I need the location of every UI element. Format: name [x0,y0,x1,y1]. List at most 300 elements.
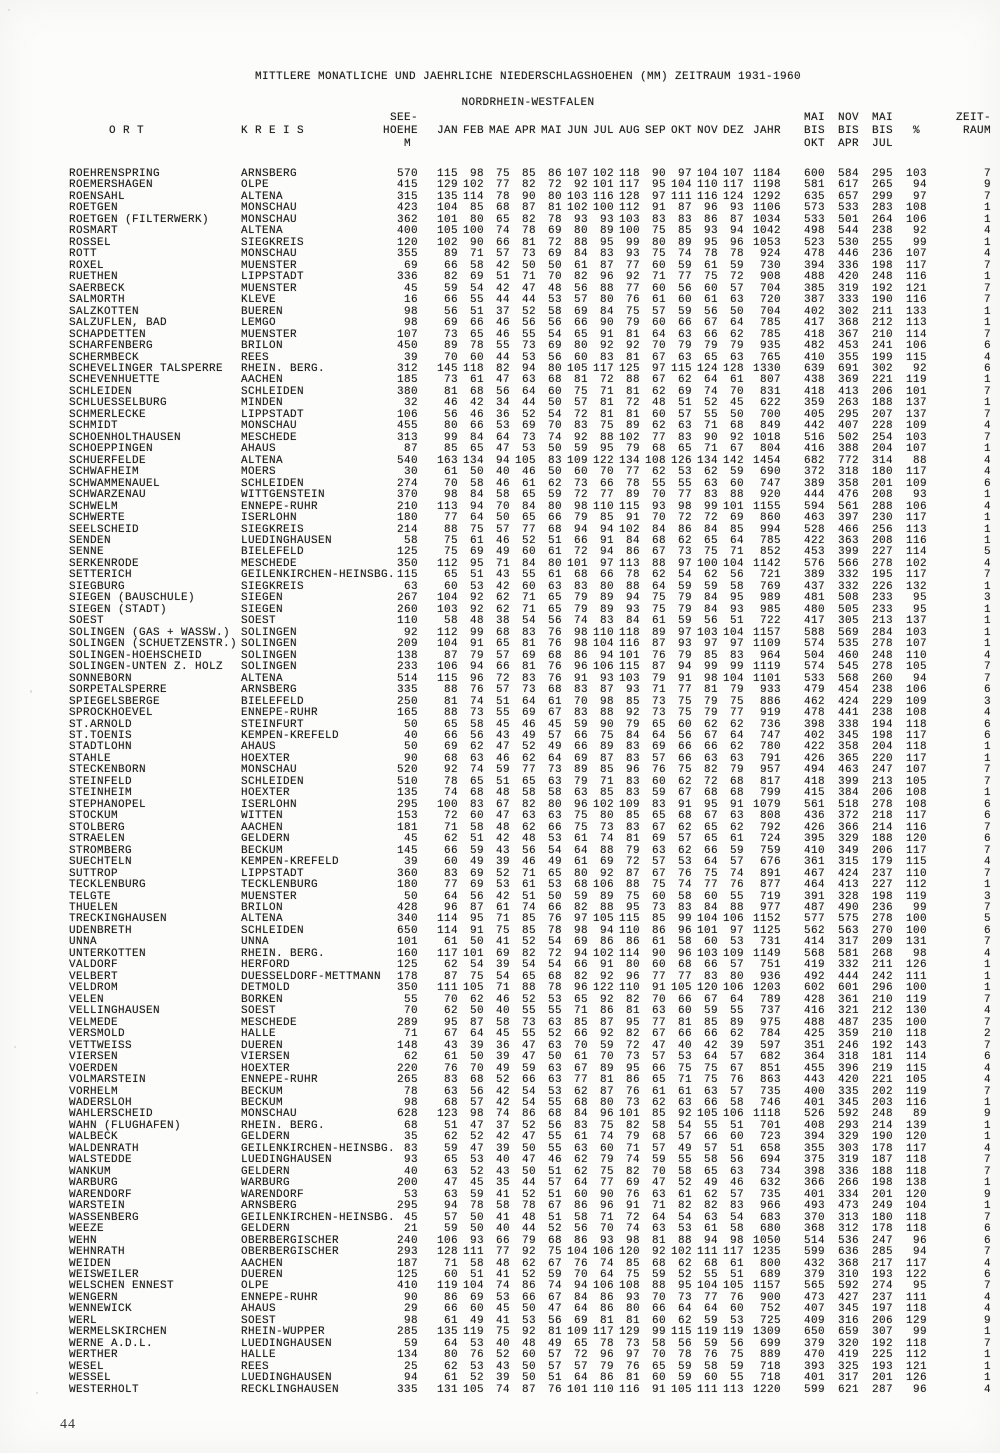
cell-dez: 63 [729,294,744,307]
cell-mae: 74 [495,1383,510,1396]
cell-ort: VELMEDE [69,1016,119,1029]
cell-jahr: 1050 [752,1234,781,1247]
cell-dez: 61 [729,374,744,387]
cell-sep: 76 [651,764,666,777]
cell-percent: 131 [905,936,927,949]
cell-sep: 57 [651,752,666,765]
cell-sep: 70 [651,1349,666,1362]
cell-jul: 87 [599,1016,614,1029]
cell-mai-bis-okt: 436 [803,810,825,823]
cell-zeitraum: 1 [983,374,991,387]
cell-nov: 90 [703,431,718,444]
cell-feb: 56 [469,729,484,742]
cell-jan: 71 [443,821,458,834]
cell-sep: 64 [651,328,666,341]
cell-apr: 78 [521,1200,536,1213]
cell-sep: 64 [651,580,666,593]
cell-sep: 60 [651,282,666,295]
cell-okt: 85 [677,225,692,238]
cell-jun: 84 [573,1108,588,1121]
cell-ort: TRECKINGHAUSEN [69,913,168,926]
cell-apr: 49 [521,729,536,742]
cell-nov: 66 [703,959,718,972]
cell-jun: 64 [573,1303,588,1316]
cell-mai-bis-jul: 264 [871,213,893,226]
cell-mai-bis-okt: 415 [803,787,825,800]
cell-sep: 65 [651,810,666,823]
cell-apr: 50 [521,259,536,272]
cell-jun: 92 [573,179,588,192]
cell-aug: 88 [625,580,640,593]
cell-sep: 68 [651,443,666,456]
cell-mai: 80 [547,362,562,375]
cell-sep: 47 [651,1039,666,1052]
cell-ort: UNNA [69,936,98,949]
cell-mai-bis-okt: 568 [803,947,825,960]
cell-sep: 60 [651,1372,666,1385]
cell-sep: 69 [651,741,666,754]
cell-jul: 86 [599,1291,614,1304]
cell-jan: 80 [443,420,458,433]
cell-jul: 81 [599,1074,614,1087]
cell-nov-bis-apr: 427 [837,1291,859,1304]
cell-ort: STEINHEIM [69,787,133,800]
cell-feb: 99 [469,626,484,639]
cell-zeitraum: 1 [983,236,991,249]
cell-jahr: 622 [759,397,781,410]
cell-feb: 60 [469,351,484,364]
cell-dez: 80 [729,970,744,983]
cell-ort: WERL [69,1314,98,1327]
cell-kreis: ARNSBERG [241,168,298,180]
cell-okt: 66 [677,752,692,765]
cell-percent: 98 [912,947,927,960]
cell-dez: 70 [729,385,744,398]
cell-mai: 57 [547,1177,562,1190]
cell-jul: 89 [599,592,614,605]
cell-jan: 62 [443,959,458,972]
cell-jahr: 746 [759,1096,781,1109]
cell-feb: 50 [469,1223,484,1236]
cell-apr: 73 [521,431,536,444]
cell-okt: 93 [677,638,692,651]
cell-mae: 77 [495,179,510,192]
cell-jun: 61 [573,833,588,846]
cell-ort: WEHNRATH [69,1246,126,1259]
cell-zeitraum: 1 [983,271,991,284]
cell-nov-bis-apr: 318 [837,466,859,479]
cell-mai-bis-okt: 462 [803,695,825,708]
cell-mae: 68 [495,202,510,215]
cell-zeitraum: 5 [983,546,991,559]
cell-mai: 70 [547,271,562,284]
cell-seehoehe: 125 [396,546,418,559]
cell-mai-bis-jul: 210 [871,328,893,341]
cell-zeitraum: 1 [983,1200,991,1213]
cell-mai-bis-okt: 561 [803,798,825,811]
cell-feb: 65 [469,775,484,788]
cell-jun: 80 [573,340,588,353]
cell-sep: 57 [651,1051,666,1064]
cell-dez: 74 [729,867,744,880]
table-row [0,857,1000,868]
cell-nov: 60 [703,282,718,295]
cell-nov-bis-apr: 399 [837,775,859,788]
cell-mae: 47 [495,374,510,387]
cell-jul: 74 [599,833,614,846]
cell-kreis: ARNSBERG [241,1200,298,1213]
cell-mae: 44 [495,294,510,307]
cell-nov: 68 [703,1257,718,1270]
cell-nov: 84 [703,523,718,536]
cell-okt: 56 [677,729,692,742]
cell-kreis: GEILENKIRCHEN-HEINSBG. [241,1142,396,1155]
cell-nov: 86 [703,213,718,226]
cell-jun: 65 [573,993,588,1006]
cell-okt: 83 [677,902,692,914]
cell-jun: 80 [573,225,588,238]
cell-feb: 62 [469,993,484,1006]
cell-dez: 64 [729,993,744,1006]
cell-percent: 118 [905,1303,927,1316]
cell-jahr: 690 [759,466,781,479]
table-row [0,880,1000,891]
cell-mai-bis-jul: 283 [871,202,893,215]
cell-apr: 86 [521,1280,536,1293]
cell-dez: 67 [729,1062,744,1075]
cell-jan: 66 [443,294,458,307]
cell-mai-bis-okt: 418 [803,328,825,341]
cell-seehoehe: 50 [403,741,418,754]
cell-jan: 87 [443,649,458,662]
cell-dez: 67 [729,443,744,456]
table-row [0,1373,1000,1384]
cell-mae: 55 [495,707,510,720]
cell-kreis: SOEST [241,1005,277,1018]
cell-kreis: OBERBERGISCHER [241,1234,340,1247]
cell-apr: 48 [521,833,536,846]
cell-okt: 92 [677,1108,692,1121]
cell-kreis: SCHLEIDEN [241,924,305,937]
cell-apr: 66 [521,1074,536,1087]
cell-mae: 43 [495,569,510,582]
cell-mae: 36 [495,408,510,421]
cell-mai-bis-jul: 247 [871,1234,893,1247]
cell-zeitraum: 7 [983,993,991,1006]
cell-mai: 74 [547,1280,562,1293]
cell-apr: 82 [521,213,536,226]
cell-ort: VOLMARSTEIN [69,1074,147,1087]
cell-jan: 88 [443,523,458,536]
cell-mai-bis-jul: 233 [871,603,893,616]
cell-aug: 118 [618,168,640,180]
cell-nov-bis-apr: 441 [837,707,859,720]
cell-nov: 119 [696,1326,718,1339]
cell-mae: 35 [495,1177,510,1190]
cell-mai-bis-okt: 444 [803,489,825,502]
cell-mae: 46 [495,317,510,330]
cell-nov-bis-apr: 536 [837,1234,859,1247]
cell-percent: 100 [905,924,927,937]
cell-mai-bis-okt: 417 [803,615,825,628]
cell-jan: 106 [436,661,458,674]
cell-mai-bis-okt: 368 [803,1223,825,1236]
cell-nov: 98 [703,672,718,685]
cell-feb: 69 [469,546,484,559]
cell-apr: 83 [521,626,536,639]
cell-zeitraum: 7 [983,190,991,203]
cell-sep: 91 [651,1383,666,1396]
cell-aug: 125 [618,362,640,375]
cell-mai-bis-jul: 219 [871,1062,893,1075]
cell-mai-bis-jul: 180 [871,466,893,479]
cell-jan: 81 [443,695,458,708]
cell-nov: 63 [703,477,718,490]
cell-jan: 62 [443,1131,458,1144]
cell-feb: 80 [469,213,484,226]
cell-mae: 75 [495,924,510,937]
cell-jan: 66 [443,729,458,742]
cell-dez: 63 [729,810,744,823]
cell-apr: 79 [521,1234,536,1247]
cell-mai-bis-jul: 296 [871,982,893,995]
cell-zeitraum: 4 [983,557,991,570]
cell-jahr: 1157 [752,1280,781,1293]
cell-feb: 53 [469,580,484,593]
cell-mai: 83 [547,454,562,467]
cell-mae: 46 [495,328,510,341]
cell-jahr: 800 [759,1257,781,1270]
cell-jul: 87 [599,1085,614,1098]
cell-jul: 77 [599,1177,614,1190]
cell-nov: 67 [703,993,718,1006]
cell-mai: 51 [547,1188,562,1201]
cell-jul: 69 [599,856,614,869]
cell-feb: 50 [469,466,484,479]
cell-mai: 53 [547,833,562,846]
cell-jan: 123 [436,1108,458,1121]
cell-seehoehe: 29 [403,1303,418,1316]
cell-mai: 69 [547,340,562,353]
cell-jan: 112 [436,626,458,639]
cell-zeitraum: 1 [983,959,991,972]
cell-jahr: 851 [759,1062,781,1075]
cell-mae: 45 [495,718,510,731]
cell-dez: 79 [729,340,744,353]
cell-aug: 86 [625,936,640,949]
cell-nov-bis-apr: 575 [837,913,859,926]
cell-apr: 71 [521,603,536,616]
cell-aug: 81 [625,1314,640,1327]
cell-seehoehe: 540 [396,454,418,467]
cell-feb: 104 [462,1280,484,1293]
cell-ort: SAERBECK [69,282,126,295]
cell-nov-bis-apr: 293 [837,1119,859,1132]
cell-apr: 64 [521,385,536,398]
cell-jahr: 977 [759,902,781,914]
cell-jun: 96 [573,982,588,995]
cell-dez: 50 [729,305,744,318]
cell-nov: 62 [703,569,718,582]
cell-kreis: SIEGKREIS [241,580,305,593]
cell-mai-bis-jul: 201 [871,477,893,490]
cell-percent: 109 [905,477,927,490]
cell-percent: 95 [912,1280,927,1293]
cell-nov: 93 [703,225,718,238]
cell-sep: 73 [651,902,666,914]
cell-jahr: 785 [759,535,781,547]
cell-mai: 72 [547,236,562,249]
cell-dez: 58 [729,580,744,593]
cell-jun: 88 [573,236,588,249]
cell-mai: 78 [547,924,562,937]
cell-jun: 79 [573,512,588,525]
cell-nov-bis-apr: 336 [837,259,859,272]
cell-mai-bis-jul: 188 [871,833,893,846]
cell-apr: 46 [521,856,536,869]
cell-kreis: ALTENA [241,225,284,238]
cell-seehoehe: 350 [396,982,418,995]
cell-percent: 121 [905,282,927,295]
cell-kreis: KEMPEN-KREFELD [241,729,340,742]
cell-nov-bis-apr: 454 [837,684,859,697]
cell-aug: 73 [625,1051,640,1064]
cell-jun: 83 [573,580,588,593]
cell-ort: STEPHANOPEL [69,798,147,811]
cell-jun: 72 [573,1349,588,1362]
cell-percent: 109 [905,695,927,708]
cell-sep: 87 [651,638,666,651]
cell-dez: 77 [729,707,744,720]
cell-kreis: HERFORD [241,959,291,972]
cell-jahr: 877 [759,879,781,892]
cell-jun: 72 [573,489,588,502]
cell-mai-bis-okt: 635 [803,190,825,203]
cell-ort: ROEMERSHAGEN [69,179,154,192]
cell-dez: 124 [722,190,744,203]
cell-nov-bis-apr: 413 [837,879,859,892]
table-row [0,444,1000,455]
cell-percent: 120 [905,833,927,846]
cell-mae: 40 [495,1223,510,1236]
cell-dez: 60 [729,1303,744,1316]
header-mai-okt-line2: BIS [803,125,825,137]
cell-sep: 67 [651,867,666,880]
cell-dez: 96 [729,236,744,249]
cell-zeitraum: 7 [983,1154,991,1167]
cell-percent: 109 [905,420,927,433]
cell-ort: SCHWELM [69,500,119,513]
cell-mai-bis-okt: 414 [803,936,825,949]
cell-dez: 104 [722,557,744,570]
header-percent: % [912,125,927,137]
cell-aug: 69 [625,1177,640,1190]
cell-percent: 117 [905,1142,927,1155]
cell-zeitraum: 6 [983,729,991,742]
cell-mai-bis-okt: 355 [803,1142,825,1155]
cell-jahr: 804 [759,443,781,456]
cell-mae: 42 [495,890,510,903]
cell-jan: 115 [436,168,458,180]
cell-jahr: 863 [759,1074,781,1087]
cell-mae: 41 [495,1314,510,1327]
cell-jul: 75 [599,420,614,433]
cell-mae: 82 [495,362,510,375]
cell-dez: 46 [729,1177,744,1190]
cell-seehoehe: 510 [396,775,418,788]
cell-zeitraum: 1 [983,615,991,628]
cell-mai-bis-jul: 235 [871,1016,893,1029]
cell-jan: 83 [443,867,458,880]
cell-mai-bis-okt: 394 [803,259,825,272]
cell-seehoehe: 274 [396,477,418,490]
cell-feb: 102 [462,179,484,192]
cell-seehoehe: 335 [396,684,418,697]
cell-mae: 52 [495,867,510,880]
cell-mai: 76 [547,1383,562,1396]
cell-jahr: 891 [759,867,781,880]
cell-dez: 54 [729,1211,744,1224]
cell-jul: 71 [599,385,614,398]
cell-nov-bis-apr: 561 [837,500,859,513]
cell-mai-bis-okt: 370 [803,1211,825,1224]
cell-mai-bis-okt: 417 [803,317,825,330]
cell-mai-bis-okt: 455 [803,1062,825,1075]
cell-jahr: 785 [759,317,781,330]
cell-mai: 60 [547,385,562,398]
cell-seehoehe: 362 [396,213,418,226]
cell-sep: 66 [651,1303,666,1316]
cell-jan: 135 [436,190,458,203]
cell-sep: 61 [651,936,666,949]
cell-zeitraum: 4 [983,947,991,960]
header-mai-jul-line1: MAI [871,112,893,124]
cell-aug: 89 [625,420,640,433]
cell-mai-bis-jul: 236 [871,902,893,914]
cell-dez: 64 [729,317,744,330]
cell-jun: 86 [573,1234,588,1247]
cell-jan: 88 [443,684,458,697]
cell-aug: 83 [625,775,640,788]
cell-percent: 119 [905,993,927,1006]
cell-mae: 66 [495,236,510,249]
cell-nov: 59 [703,1314,718,1327]
cell-aug: 95 [625,1062,640,1075]
cell-kreis: ENNEPE-RUHR [241,1074,319,1087]
cell-apr: 62 [521,752,536,765]
page-number: 44 [60,1417,76,1432]
cell-mae: 39 [495,959,510,972]
cell-jul: 73 [599,821,614,834]
cell-dez: 64 [729,535,744,547]
cell-percent: 96 [912,1383,927,1396]
cell-apr: 78 [521,225,536,238]
cell-zeitraum: 1 [983,523,991,536]
cell-mae: 46 [495,752,510,765]
cell-kreis: LUEDINGHAUSEN [241,535,333,547]
cell-mai-bis-okt: 504 [803,649,825,662]
cell-jan: 61 [443,936,458,949]
cell-jahr: 964 [759,649,781,662]
cell-mai: 81 [547,202,562,215]
cell-jahr: 723 [759,1131,781,1144]
cell-feb: 94 [469,661,484,674]
cell-jahr: 792 [759,821,781,834]
cell-okt: 56 [677,1337,692,1350]
cell-mae: 56 [495,385,510,398]
cell-kreis: GELDERN [241,833,291,846]
cell-mai-bis-okt: 402 [803,305,825,318]
